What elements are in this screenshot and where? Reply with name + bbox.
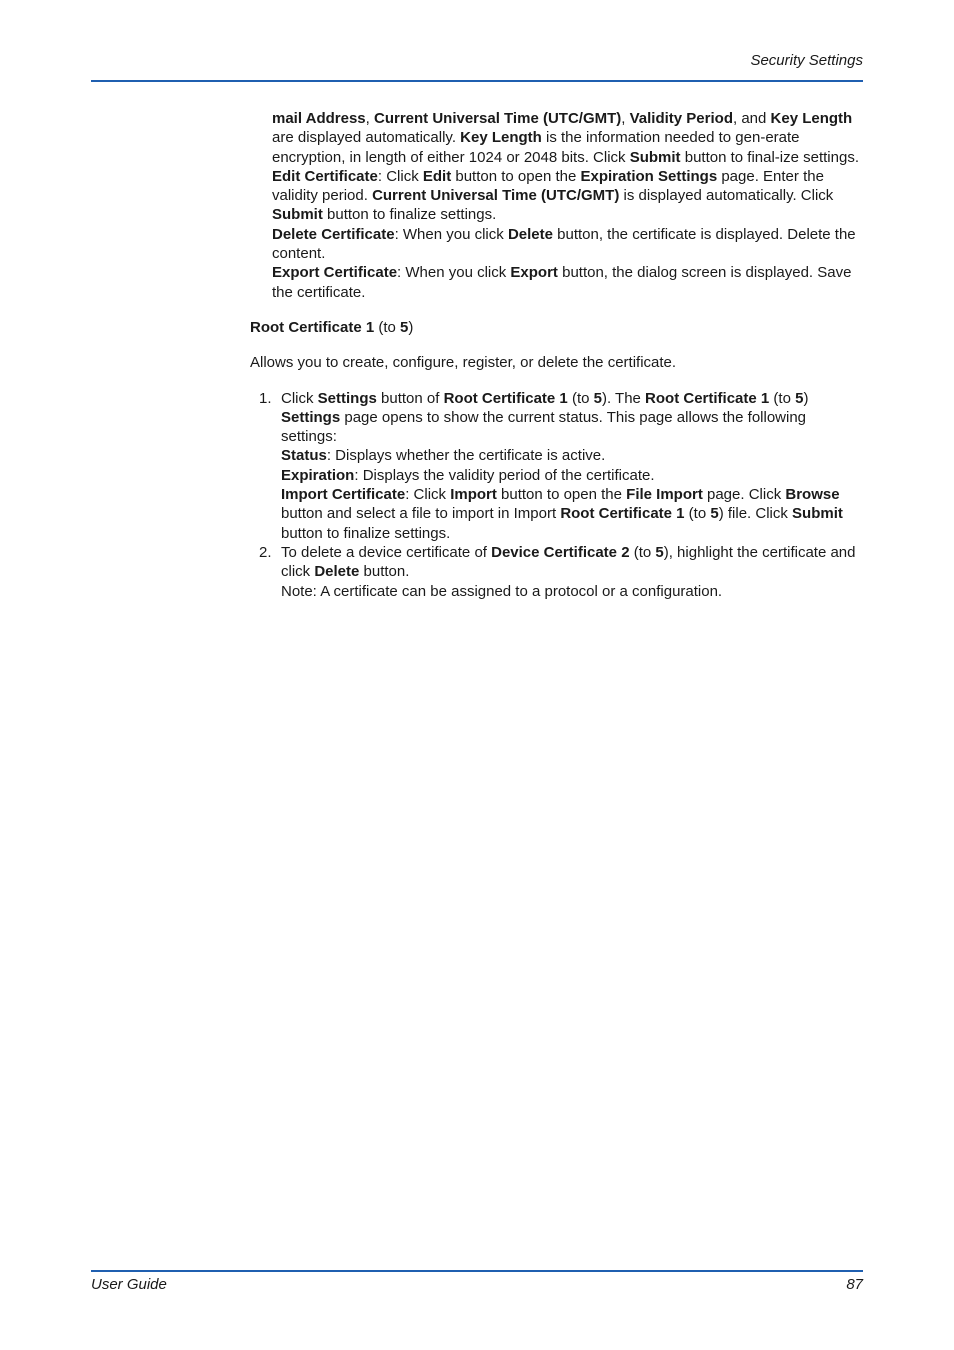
step-paragraph: To delete a device certificate of Device Certificate 2 (to 5), highlight the certificate and click Delete button. bbox=[281, 543, 856, 581]
intro-paragraph-export-certificate: Export Certificate: When you click Export button, the dialog screen is displayed. Save the certificate. bbox=[272, 264, 852, 301]
step-paragraph-expiration: Expiration: Displays the validity period of the certificate. bbox=[281, 466, 655, 484]
intro-paragraph-edit-certificate: Edit Certificate: Click Edit button to open the Expiration Settings page. Enter the validity period. Current Universal Time (UTC/GMT) is displayed automatically. Click Submit button to finalize settings. bbox=[272, 167, 834, 224]
step-number: 2. bbox=[259, 543, 272, 561]
list-item bbox=[250, 389, 863, 543]
page-content bbox=[250, 109, 863, 601]
list-item bbox=[250, 543, 863, 601]
step-note: Note: A certificate can be assigned to a protocol or a configuration. bbox=[281, 582, 723, 600]
steps-list bbox=[250, 389, 863, 601]
step-number: 1. bbox=[259, 389, 272, 407]
page-number: 87 bbox=[846, 1276, 863, 1293]
footer-document-title: User Guide bbox=[91, 1276, 167, 1293]
section-heading: Root Certificate 1 (to 5) bbox=[250, 318, 414, 336]
step-paragraph-import-certificate: Import Certificate: Click Import button to open the File Import page. Click Browse button and select a file to import in Import Root Certificate 1 (to 5) file. Click Submit button to finalize settings. bbox=[281, 486, 843, 542]
step-paragraph: Click Settings button of Root Certificate 1 (to 5). The Root Certificate 1 (to 5) Settings page opens to show the current status. This page allows the following settings: bbox=[281, 389, 809, 446]
step-paragraph-status: Status: Displays whether the certificate is active. bbox=[281, 447, 606, 465]
header-divider bbox=[91, 80, 863, 82]
footer-divider bbox=[91, 1270, 863, 1272]
intro-paragraph-delete-certificate: Delete Certificate: When you click Delete button, the certificate is displayed. Delete the content. bbox=[272, 225, 856, 263]
section-description: Allows you to create, configure, register, or delete the certificate. bbox=[250, 354, 677, 372]
running-header: Security Settings bbox=[750, 52, 863, 69]
intro-block bbox=[272, 109, 863, 302]
intro-paragraph-key-length: mail Address, Current Universal Time (UTC/GMT), Validity Period, and Key Length are displayed automatically. Key Length is the information needed to gen-erate encryption, in length of either 1024 or 2048 bits. Click Submit button to final-ize settings. bbox=[272, 110, 859, 166]
